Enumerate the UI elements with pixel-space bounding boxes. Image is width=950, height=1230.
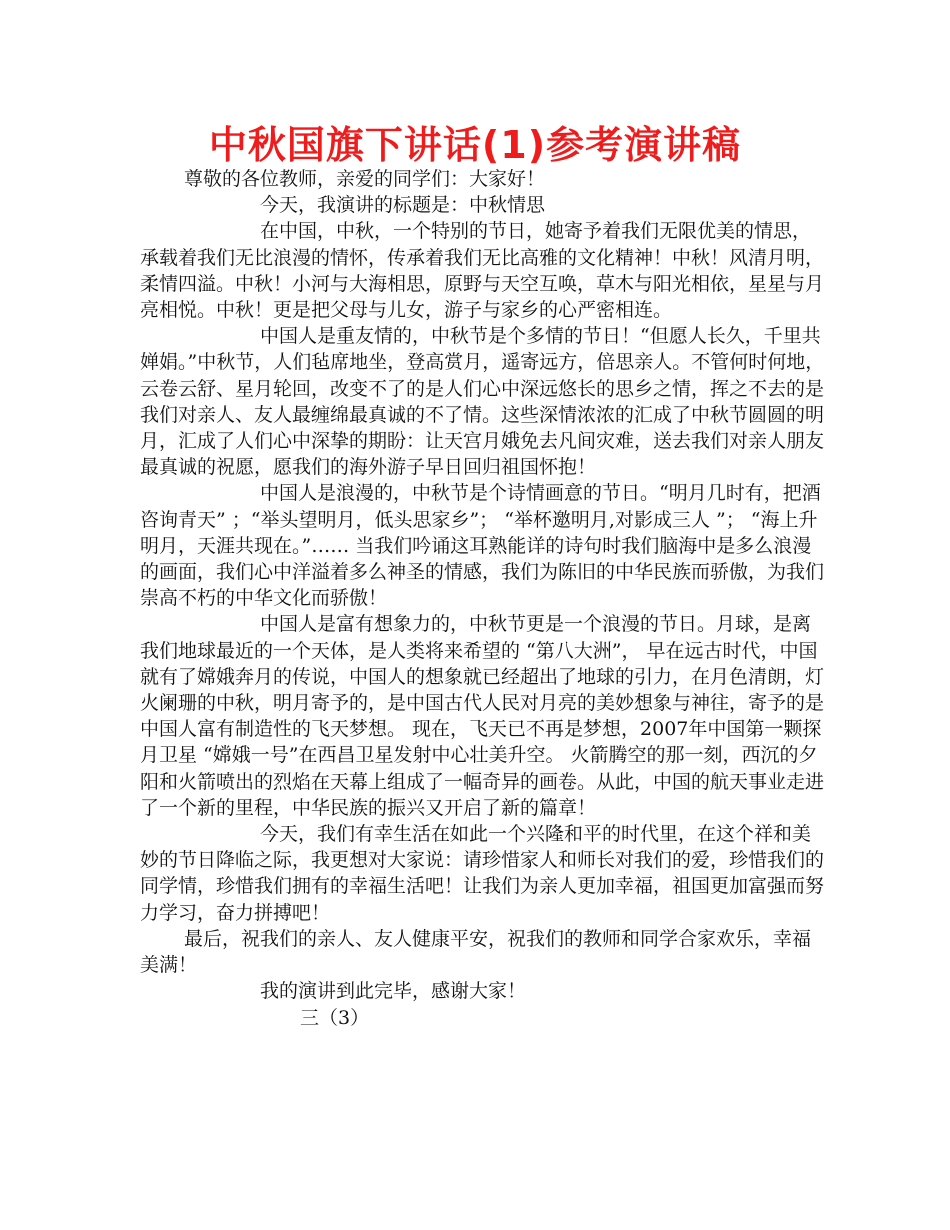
signature: 三（3） [300,1006,370,1029]
body-paragraph-2: 中国人是重友情的，中秋节是个多情的节日！“但愿人长久，千里共婵娟。”中秋节，人们毡席地坐，登高赏月，遥寄远方，倍思亲人。不管何时何地，云卷云舒、星月轮回，改变不了的是人们心中深远悠长的思乡之情，挥之不去的是我们对亲人、友人最缠绵最真诚的不了情。这些深情浓浓的汇成了中秋节圆圆的明月，汇成了人们心中深挚的期盼：让天宫月娥免去凡间灾难，送去我们对亲人朋友最真诚的祝愿，愿我们的海外游子早日回归祖国怀抱！ [140,325,825,479]
topic-paragraph: 今天，我演讲的标题是：中秋情思 [260,194,546,217]
body-paragraph-3: 中国人是浪漫的，中秋节是个诗情画意的节日。“明月几时有，把酒咨询青天” ；“举头望明月，低头思家乡”； “举杯邀明月,对影成三人 ”； “海上升明月，天涯共现在。”…… 当我们吟诵这耳熟能详的诗句时我们脑海中是多么浪漫的画面，我们心中洋溢着多么神圣的情感，我们为陈旧的中华民族而骄傲，为我们崇高不朽的中华文化而骄傲！ [140,482,825,610]
body-paragraph-1: 在中国，中秋，一个特别的节日，她寄予着我们无限优美的情思，承载着我们无比浪漫的情怀，传承着我们无比高雅的文化精神！中秋！风清月明，柔情四溢。中秋！小河与大海相思，原野与天空互唤，草木与阳光相依，星星与月亮相悦。中秋！更是把父母与儿女，游子与家乡的心严密相连。 [140,220,825,322]
speech-body [140,166,825,1031]
closing-wishes: 最后，祝我们的亲人、友人健康平安，祝我们的教师和同学合家欢乐，幸福美满！ [140,927,812,977]
page-title: 中秋国旗下讲话(1)参考演讲稿 [208,123,742,167]
body-paragraph-5: 今天，我们有幸生活在如此一个兴隆和平的时代里，在这个祥和美妙的节日降临之际，我更想对大家说：请珍惜家人和师长对我们的爱，珍惜我们的同学情，珍惜我们拥有的幸福生活吧！让我们为亲人更加幸福，祖国更加富强而努力学习，奋力拼搏吧！ [140,823,825,924]
body-paragraph-4: 中国人是富有想象力的，中秋节更是一个浪漫的节日。月球，是离我们地球最近的一个天体，是人类将来希望的 “第八大洲”， 早在远古时代，中国就有了嫦娥奔月的传说，中国人的想象就已经超出了地球的引力，在月色清朗，灯火阑珊的中秋，明月寄予的，是中国古代人民对月亮的美妙想象与神往，寄予的是中国人富有制造性的飞天梦想。 现在，飞天已不再是梦想，2007年中国第一颗探月卫星 “嫦娥一号”在西昌卫星发射中心壮美升空。 火箭腾空的那一刻，西沉的夕阳和火箭喷出的烈焰在天幕上组成了一幅奇异的画卷。从此，中国的航天事业走进了一个新的里程，中华民族的振兴又开启了新的篇章！ [140,613,825,819]
closing-thanks: 我的演讲到此完毕，感谢大家！ [260,980,527,1003]
greeting-paragraph: 尊敬的各位教师，亲爱的同学们：大家好！ [184,168,546,190]
